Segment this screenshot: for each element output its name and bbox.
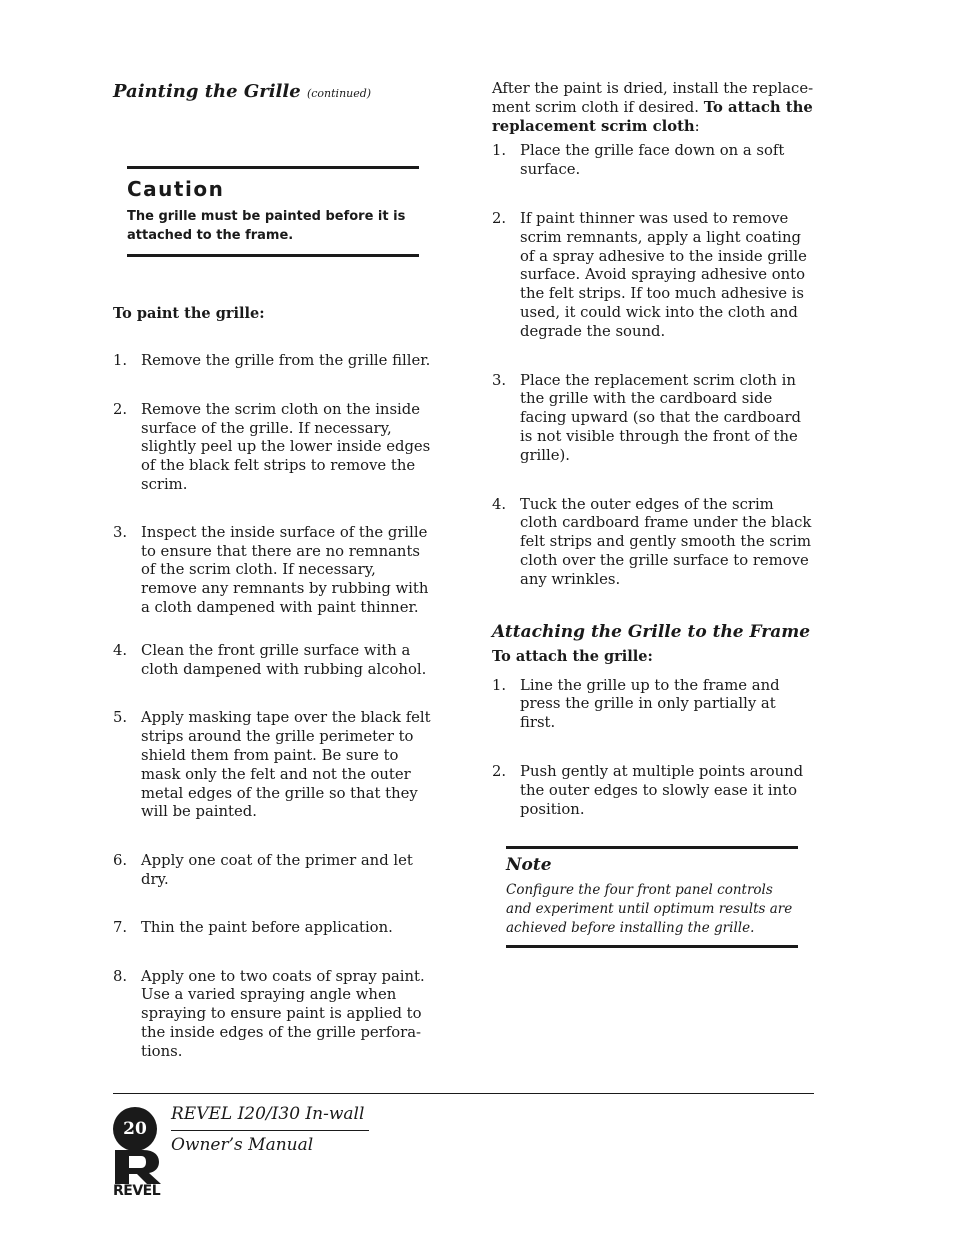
step-number: 1. (492, 676, 507, 694)
step-number: 1. (492, 142, 507, 160)
scrim-steps-list (492, 142, 814, 589)
footer-product-title: REVEL I20/I30 In-wall (171, 1104, 365, 1124)
intro-bold-text: To attach the replacement scrim cloth (492, 98, 813, 135)
step-number: 7. (113, 918, 128, 936)
paint-steps-list (113, 352, 435, 1062)
list-item (113, 919, 435, 938)
logo-wordmark: REVEL (113, 1183, 161, 1196)
step-number: 5. (113, 709, 128, 727)
list-item (113, 968, 435, 1062)
step-number: 6. (113, 852, 128, 870)
right-column (492, 80, 814, 948)
list-item (492, 763, 814, 819)
revel-logo (113, 1150, 171, 1196)
intro-colon: : (694, 117, 700, 135)
step-text: Apply one coat of the primer and let dry. (141, 852, 413, 888)
step-number: 8. (113, 967, 128, 985)
intro-text: After the paint is dried, install the replace-ment scrim cloth if desired. (492, 80, 814, 116)
list-item (492, 210, 814, 342)
step-text: Place the grille face down on a soft surface. (520, 142, 785, 179)
list-item (113, 352, 435, 371)
list-item (113, 709, 435, 822)
step-number: 1. (113, 352, 128, 369)
page-number: 20 (113, 1107, 157, 1151)
heading-text: Painting the Grille (113, 81, 301, 102)
step-number: 3. (113, 523, 128, 541)
note-title: Note (506, 855, 552, 876)
step-text: Place the replacement scrim cloth in the grille with the cardboard side facing upward (so that the cardboard is not visible through the front of the grille). (520, 371, 802, 464)
list-item (113, 852, 435, 890)
list-item (492, 372, 814, 466)
footer-divider (113, 1093, 814, 1094)
step-text: Push gently at multiple points around the outer edges to slowly ease it into position. (520, 762, 804, 818)
paint-lead: To paint the grille: (113, 305, 265, 322)
attach-heading: Attaching the Grille to the Frame (492, 621, 811, 642)
footer-manual-title: Owner’s Manual (171, 1135, 314, 1155)
step-text: Thin the paint before application. (141, 918, 393, 936)
list-item (113, 524, 435, 618)
left-column (113, 80, 435, 1062)
attach-steps-list (492, 677, 814, 820)
step-number: 3. (492, 371, 507, 389)
attach-lead: To attach the grille: (492, 647, 653, 665)
step-text: Clean the front grille surface with a cloth dampened with rubbing alcohol. (141, 641, 427, 678)
step-number: 4. (492, 495, 507, 513)
step-text: Remove the scrim cloth on the inside surface of the grille. If necessary, slightly peel up the lower inside edges of the black felt strips to remove the scrim. (141, 400, 431, 493)
footer-title-underline (171, 1130, 369, 1131)
logo-r-mark (115, 1150, 161, 1184)
list-item (492, 496, 814, 590)
step-text: Inspect the inside surface of the grille to ensure that there are no remnants of the scrim cloth. If necessary, remove any remnants by rubbing with a cloth dampened with paint thinner. (141, 523, 429, 616)
scrim-intro (492, 80, 814, 136)
step-text: Tuck the outer edges of the scrim cloth cardboard frame under the black felt strips and gently smooth the scrim cloth over the grille surface to remove any wrinkles. (520, 495, 812, 588)
step-number: 4. (113, 641, 128, 659)
step-text: Remove the grille from the grille filler. (141, 352, 431, 369)
section-heading (113, 80, 435, 106)
note-box (506, 846, 798, 948)
list-item (113, 401, 435, 495)
note-text: Configure the four front panel controls and experiment until optimum results are achieved before installing the grille. (506, 882, 793, 937)
list-item (492, 677, 814, 733)
caution-box (127, 166, 419, 257)
list-item (113, 642, 435, 680)
step-text: If paint thinner was used to remove scrim remnants, apply a light coating of a spray adhesive to the inside grille surface. Avoid spraying adhesive onto the felt strips. If too much adhesive is used, it could wick into the cloth and degrade the sound. (520, 209, 807, 340)
caution-text: The grille must be painted before it is attached to the frame. (127, 209, 406, 243)
list-item (492, 142, 814, 180)
heading-continued-note: (continued) (306, 87, 372, 100)
step-text: Apply one to two coats of spray paint. Use a varied spraying angle when spraying to ensure paint is applied to the inside edges of the grille perfora-tions. (141, 967, 425, 1060)
step-number: 2. (113, 400, 128, 418)
step-text: Apply masking tape over the black felt strips around the grille perimeter to shield them from paint. Be sure to mask only the felt and not the outer metal edges of the grille so that they will be painted. (141, 709, 431, 821)
step-text: Line the grille up to the frame and press the grille in only partially at first. (520, 676, 780, 732)
step-number: 2. (492, 209, 507, 227)
caution-title: Caution (127, 177, 225, 201)
step-number: 2. (492, 762, 507, 780)
